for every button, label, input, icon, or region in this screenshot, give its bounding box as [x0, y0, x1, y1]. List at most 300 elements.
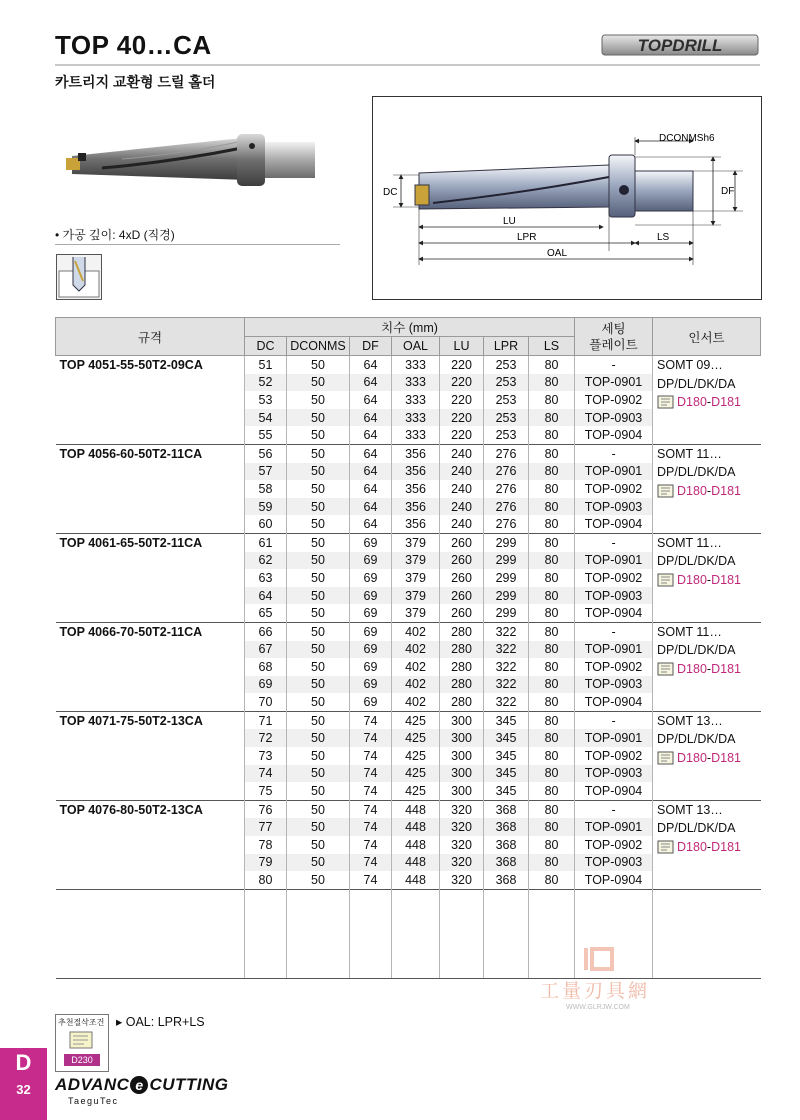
cell-oal: 425 [392, 747, 440, 765]
cell-oal: 379 [392, 587, 440, 605]
table-row [56, 622, 761, 640]
cell-df: 69 [350, 641, 392, 659]
cell-dconms: 50 [287, 658, 350, 676]
empty-cell [653, 889, 761, 907]
model-code-empty [56, 871, 245, 889]
cell-plate: TOP-0902 [575, 836, 653, 854]
cell-dc: 65 [245, 604, 287, 622]
cell-oal: 333 [392, 409, 440, 427]
cell-lu: 280 [440, 693, 484, 711]
cell-dc: 51 [245, 356, 287, 374]
ref-page-a[interactable]: D180 [677, 572, 707, 587]
cell-oal: 333 [392, 356, 440, 374]
cell-df: 64 [350, 463, 392, 481]
cell-plate: TOP-0901 [575, 818, 653, 836]
book-icon [657, 662, 675, 677]
empty-cell [245, 889, 287, 907]
cell-plate: TOP-0902 [575, 747, 653, 765]
cell-ls: 80 [529, 515, 575, 533]
cell-oal: 333 [392, 374, 440, 392]
cell-ls: 80 [529, 622, 575, 640]
cell-ls: 80 [529, 444, 575, 462]
cell-lpr: 322 [484, 622, 529, 640]
empty-cell [56, 960, 245, 978]
cell-lpr: 368 [484, 854, 529, 872]
cell-dconms: 50 [287, 533, 350, 551]
cell-lu: 280 [440, 641, 484, 659]
empty-cell [484, 889, 529, 907]
watermark-url: WWW.GLRJW.COM [566, 1004, 630, 1011]
book-icon [657, 484, 675, 499]
cell-oal: 402 [392, 622, 440, 640]
cell-oal: 379 [392, 569, 440, 587]
cell-ls: 80 [529, 836, 575, 854]
cell-df: 64 [350, 480, 392, 498]
cell-oal: 379 [392, 533, 440, 551]
col-header-dconms: DCONMS [287, 337, 350, 356]
cell-oal: 402 [392, 676, 440, 694]
model-code-empty [56, 641, 245, 659]
empty-cell [392, 943, 440, 961]
cell-dc: 74 [245, 765, 287, 783]
empty-cell [484, 943, 529, 961]
empty-cell [529, 925, 575, 943]
ref-page-b[interactable]: D181 [711, 839, 741, 854]
cell-ls: 80 [529, 658, 575, 676]
cell-plate: TOP-0901 [575, 552, 653, 570]
empty-cell [245, 907, 287, 925]
cell-lu: 280 [440, 658, 484, 676]
ref-page-a[interactable]: D180 [677, 661, 707, 676]
insert-type: SOMT 13… [657, 802, 723, 817]
cell-plate: TOP-0903 [575, 409, 653, 427]
model-code-empty [56, 498, 245, 516]
insert-grades: DP/DL/DK/DA [657, 643, 736, 658]
cell-dconms: 50 [287, 711, 350, 729]
empty-cell [575, 907, 653, 925]
cell-plate: - [575, 533, 653, 551]
cell-dconms: 50 [287, 356, 350, 374]
model-code-empty [56, 552, 245, 570]
cell-lpr: 253 [484, 374, 529, 392]
cell-dc: 58 [245, 480, 287, 498]
cell-dconms: 50 [287, 391, 350, 409]
model-code: TOP 4061-65-50T2-11CA [56, 533, 245, 551]
model-code-empty [56, 409, 245, 427]
model-code-empty [56, 676, 245, 694]
cell-plate: - [575, 444, 653, 462]
cell-dconms: 50 [287, 374, 350, 392]
cell-df: 64 [350, 426, 392, 444]
drilling-operation-icon [56, 254, 102, 300]
cell-dc: 73 [245, 747, 287, 765]
cell-df: 74 [350, 782, 392, 800]
insert-info [653, 800, 761, 889]
cell-ls: 80 [529, 765, 575, 783]
title-divider [55, 64, 760, 66]
cell-df: 64 [350, 409, 392, 427]
model-code-empty [56, 818, 245, 836]
empty-cell [245, 960, 287, 978]
cell-dconms: 50 [287, 587, 350, 605]
ref-page-a[interactable]: D180 [677, 395, 707, 409]
cell-oal: 425 [392, 782, 440, 800]
empty-row [56, 907, 761, 925]
cell-lu: 220 [440, 374, 484, 392]
label-df: DF [721, 186, 735, 197]
insert-info [653, 444, 761, 533]
model-code-empty [56, 729, 245, 747]
cell-dc: 61 [245, 533, 287, 551]
cell-dconms: 50 [287, 552, 350, 570]
cell-lpr: 299 [484, 569, 529, 587]
dimension-diagram [372, 96, 762, 300]
cell-ls: 80 [529, 711, 575, 729]
cell-oal: 402 [392, 641, 440, 659]
empty-cell [440, 889, 484, 907]
cell-df: 74 [350, 871, 392, 889]
cell-dconms: 50 [287, 836, 350, 854]
cell-dconms: 50 [287, 515, 350, 533]
empty-cell [529, 943, 575, 961]
logo-text: TOPDRILL [637, 36, 723, 55]
cell-dconms: 50 [287, 854, 350, 872]
cell-dc: 75 [245, 782, 287, 800]
cell-plate: - [575, 356, 653, 374]
cell-dc: 57 [245, 463, 287, 481]
cell-dc: 71 [245, 711, 287, 729]
cell-dc: 64 [245, 587, 287, 605]
cell-dconms: 50 [287, 569, 350, 587]
model-code-empty [56, 463, 245, 481]
cell-plate: TOP-0901 [575, 374, 653, 392]
cell-dc: 69 [245, 676, 287, 694]
cell-lu: 300 [440, 711, 484, 729]
cell-oal: 448 [392, 854, 440, 872]
model-code-empty [56, 426, 245, 444]
book-icon [657, 751, 675, 766]
page-subtitle: 카트리지 교환형 드릴 홀더 [55, 74, 216, 90]
header-insert: 인서트 [653, 318, 761, 356]
model-code-empty [56, 587, 245, 605]
cell-lpr: 368 [484, 836, 529, 854]
cell-plate: TOP-0904 [575, 871, 653, 889]
drill-holder-photo [62, 128, 322, 198]
cell-df: 74 [350, 854, 392, 872]
cell-df: 69 [350, 676, 392, 694]
ref-page-b[interactable]: D181 [711, 661, 741, 676]
cell-ls: 80 [529, 693, 575, 711]
cell-df: 74 [350, 836, 392, 854]
empty-row [56, 960, 761, 978]
cell-lpr: 368 [484, 871, 529, 889]
cell-lpr: 345 [484, 711, 529, 729]
cell-ls: 80 [529, 800, 575, 818]
empty-cell [575, 925, 653, 943]
cell-lu: 300 [440, 747, 484, 765]
brand-right: CUTTING [149, 1075, 229, 1094]
insert-ref-link[interactable]: D180-D181 [657, 749, 761, 768]
cell-plate: TOP-0902 [575, 569, 653, 587]
cell-lpr: 345 [484, 747, 529, 765]
label-lu: LU [503, 216, 516, 227]
insert-grades: DP/DL/DK/DA [657, 376, 736, 391]
col-header-df: DF [350, 337, 392, 356]
model-code-empty [56, 604, 245, 622]
spec-table [55, 317, 761, 979]
cell-oal: 356 [392, 515, 440, 533]
cell-plate: TOP-0904 [575, 693, 653, 711]
cell-dconms: 50 [287, 622, 350, 640]
empty-cell [350, 889, 392, 907]
cell-dconms: 50 [287, 641, 350, 659]
model-code-empty [56, 480, 245, 498]
empty-row [56, 925, 761, 943]
label-ls: LS [657, 232, 670, 243]
cell-oal: 425 [392, 729, 440, 747]
cell-lu: 240 [440, 515, 484, 533]
empty-row [56, 889, 761, 907]
cell-oal: 425 [392, 765, 440, 783]
cell-plate: TOP-0903 [575, 765, 653, 783]
cell-plate: TOP-0903 [575, 676, 653, 694]
cell-dc: 66 [245, 622, 287, 640]
cell-oal: 402 [392, 658, 440, 676]
empty-cell [287, 889, 350, 907]
cell-dconms: 50 [287, 444, 350, 462]
insert-type: SOMT 11… [657, 535, 722, 550]
cell-lu: 320 [440, 800, 484, 818]
cell-dconms: 50 [287, 747, 350, 765]
cell-oal: 356 [392, 498, 440, 516]
col-header-dc: DC [245, 337, 287, 356]
empty-cell [653, 925, 761, 943]
cell-lu: 300 [440, 765, 484, 783]
model-code-empty [56, 515, 245, 533]
col-header-oal: OAL [392, 337, 440, 356]
cell-lu: 220 [440, 426, 484, 444]
book-icon [657, 840, 675, 855]
cell-plate: - [575, 800, 653, 818]
cell-df: 69 [350, 552, 392, 570]
insert-ref-link[interactable]: D180-D181 [657, 482, 761, 501]
cell-ls: 80 [529, 498, 575, 516]
cell-ls: 80 [529, 747, 575, 765]
ref-page-a[interactable]: D180 [677, 839, 707, 854]
insert-type: SOMT 09… [657, 358, 723, 372]
cell-dc: 55 [245, 426, 287, 444]
empty-cell [350, 960, 392, 978]
empty-cell [56, 943, 245, 961]
cell-plate: TOP-0901 [575, 729, 653, 747]
model-code-empty [56, 374, 245, 392]
cell-lpr: 345 [484, 729, 529, 747]
empty-cell [350, 925, 392, 943]
book-icon [657, 573, 675, 588]
cell-ls: 80 [529, 533, 575, 551]
model-code-empty [56, 569, 245, 587]
ref-page-b[interactable]: D181 [711, 750, 741, 765]
insert-ref-link[interactable]: D180-D181 [657, 838, 761, 857]
model-code: TOP 4076-80-50T2-13CA [56, 800, 245, 818]
table-row [56, 800, 761, 818]
cell-dconms: 50 [287, 765, 350, 783]
empty-cell [392, 925, 440, 943]
cell-df: 64 [350, 515, 392, 533]
cell-dc: 63 [245, 569, 287, 587]
cell-oal: 356 [392, 480, 440, 498]
cell-dconms: 50 [287, 871, 350, 889]
cell-lu: 280 [440, 676, 484, 694]
cell-plate: TOP-0901 [575, 463, 653, 481]
page-title: TOP 40…CA [55, 30, 212, 60]
ref-page-a[interactable]: D180 [677, 483, 707, 498]
cell-oal: 333 [392, 391, 440, 409]
cell-df: 74 [350, 765, 392, 783]
ref-page-a[interactable]: D180 [677, 750, 707, 765]
model-code-empty [56, 836, 245, 854]
cell-df: 64 [350, 444, 392, 462]
empty-cell [392, 889, 440, 907]
cell-oal: 448 [392, 818, 440, 836]
cell-oal: 356 [392, 444, 440, 462]
section-letter: D [15, 1050, 32, 1075]
cell-plate: TOP-0904 [575, 515, 653, 533]
cell-dc: 53 [245, 391, 287, 409]
empty-cell [440, 943, 484, 961]
cell-dc: 60 [245, 515, 287, 533]
cell-ls: 80 [529, 782, 575, 800]
ref-page-b[interactable]: D181 [711, 395, 741, 409]
empty-row [56, 943, 761, 961]
model-code-empty [56, 782, 245, 800]
ref-page-b[interactable]: D181 [711, 572, 741, 587]
brand-e-emblem: e [130, 1076, 148, 1094]
cell-lu: 240 [440, 498, 484, 516]
book-icon [657, 395, 675, 410]
insert-grades: DP/DL/DK/DA [657, 732, 736, 747]
cell-ls: 80 [529, 604, 575, 622]
empty-cell [653, 943, 761, 961]
empty-cell [529, 889, 575, 907]
col-header-lpr: LPR [484, 337, 529, 356]
cell-oal: 448 [392, 836, 440, 854]
topdrill-logo [600, 30, 760, 60]
cell-df: 69 [350, 658, 392, 676]
cell-ls: 80 [529, 729, 575, 747]
ref-page-b[interactable]: D181 [711, 483, 741, 498]
cell-plate: TOP-0903 [575, 854, 653, 872]
empty-cell [440, 960, 484, 978]
cutting-conditions-ref[interactable]: D230 [64, 1054, 100, 1066]
empty-cell [440, 907, 484, 925]
cell-lpr: 299 [484, 533, 529, 551]
insert-ref-link[interactable]: D180-D181 [657, 393, 761, 412]
cell-lu: 260 [440, 533, 484, 551]
cell-plate: TOP-0901 [575, 641, 653, 659]
insert-ref-link[interactable]: D180-D181 [657, 660, 761, 679]
cell-lu: 260 [440, 552, 484, 570]
empty-cell [484, 907, 529, 925]
table-row [56, 444, 761, 462]
cell-lu: 260 [440, 587, 484, 605]
insert-grades: DP/DL/DK/DA [657, 821, 736, 836]
cell-dc: 77 [245, 818, 287, 836]
label-dconms: DCONMSh6 [659, 133, 715, 144]
cell-dc: 52 [245, 374, 287, 392]
cell-lu: 220 [440, 391, 484, 409]
insert-type: SOMT 11… [657, 624, 722, 639]
header-dims: 치수 (mm) [245, 318, 575, 337]
cell-lu: 280 [440, 622, 484, 640]
cell-lpr: 276 [484, 515, 529, 533]
header-spec: 규격 [56, 318, 245, 356]
cell-df: 64 [350, 391, 392, 409]
cell-dc: 59 [245, 498, 287, 516]
empty-cell [392, 907, 440, 925]
cell-plate: - [575, 622, 653, 640]
header-plate: 세팅 플레이트 [575, 318, 653, 356]
cell-dconms: 50 [287, 604, 350, 622]
cell-dc: 67 [245, 641, 287, 659]
advance-cutting-brand [55, 1075, 229, 1095]
cell-dconms: 50 [287, 498, 350, 516]
cell-df: 69 [350, 693, 392, 711]
cell-oal: 379 [392, 552, 440, 570]
table-row [56, 356, 761, 374]
cell-df: 69 [350, 587, 392, 605]
cell-plate: TOP-0902 [575, 391, 653, 409]
cell-plate: TOP-0904 [575, 604, 653, 622]
cell-lpr: 253 [484, 356, 529, 374]
cell-ls: 80 [529, 374, 575, 392]
insert-grades: DP/DL/DK/DA [657, 554, 736, 569]
cell-ls: 80 [529, 854, 575, 872]
cell-lpr: 253 [484, 426, 529, 444]
cell-lu: 320 [440, 854, 484, 872]
cell-lpr: 368 [484, 800, 529, 818]
cell-oal: 425 [392, 711, 440, 729]
model-code: TOP 4056-60-50T2-11CA [56, 444, 245, 462]
watermark-text: 工量刃具網 [540, 980, 651, 1002]
empty-cell [350, 907, 392, 925]
cell-lpr: 322 [484, 641, 529, 659]
cell-lpr: 253 [484, 409, 529, 427]
cell-df: 64 [350, 498, 392, 516]
cell-df: 74 [350, 729, 392, 747]
cell-df: 69 [350, 604, 392, 622]
machining-depth-note: • 가공 깊이: 4xD (직경) [55, 228, 175, 242]
model-code: TOP 4066-70-50T2-11CA [56, 622, 245, 640]
model-code-empty [56, 693, 245, 711]
depth-divider [55, 244, 340, 245]
cell-dconms: 50 [287, 729, 350, 747]
empty-cell [529, 907, 575, 925]
cell-df: 74 [350, 818, 392, 836]
cell-ls: 80 [529, 569, 575, 587]
cell-dc: 72 [245, 729, 287, 747]
insert-info [653, 356, 761, 445]
cell-ls: 80 [529, 552, 575, 570]
model-code: TOP 4051-55-50T2-09CA [56, 356, 245, 374]
insert-ref-link[interactable]: D180-D181 [657, 571, 761, 590]
cell-dconms: 50 [287, 463, 350, 481]
cell-lu: 320 [440, 871, 484, 889]
cell-lpr: 299 [484, 604, 529, 622]
model-code: TOP 4071-75-50T2-13CA [56, 711, 245, 729]
cutting-conditions-label: 추천절삭조건 [58, 1018, 105, 1027]
empty-cell [56, 907, 245, 925]
